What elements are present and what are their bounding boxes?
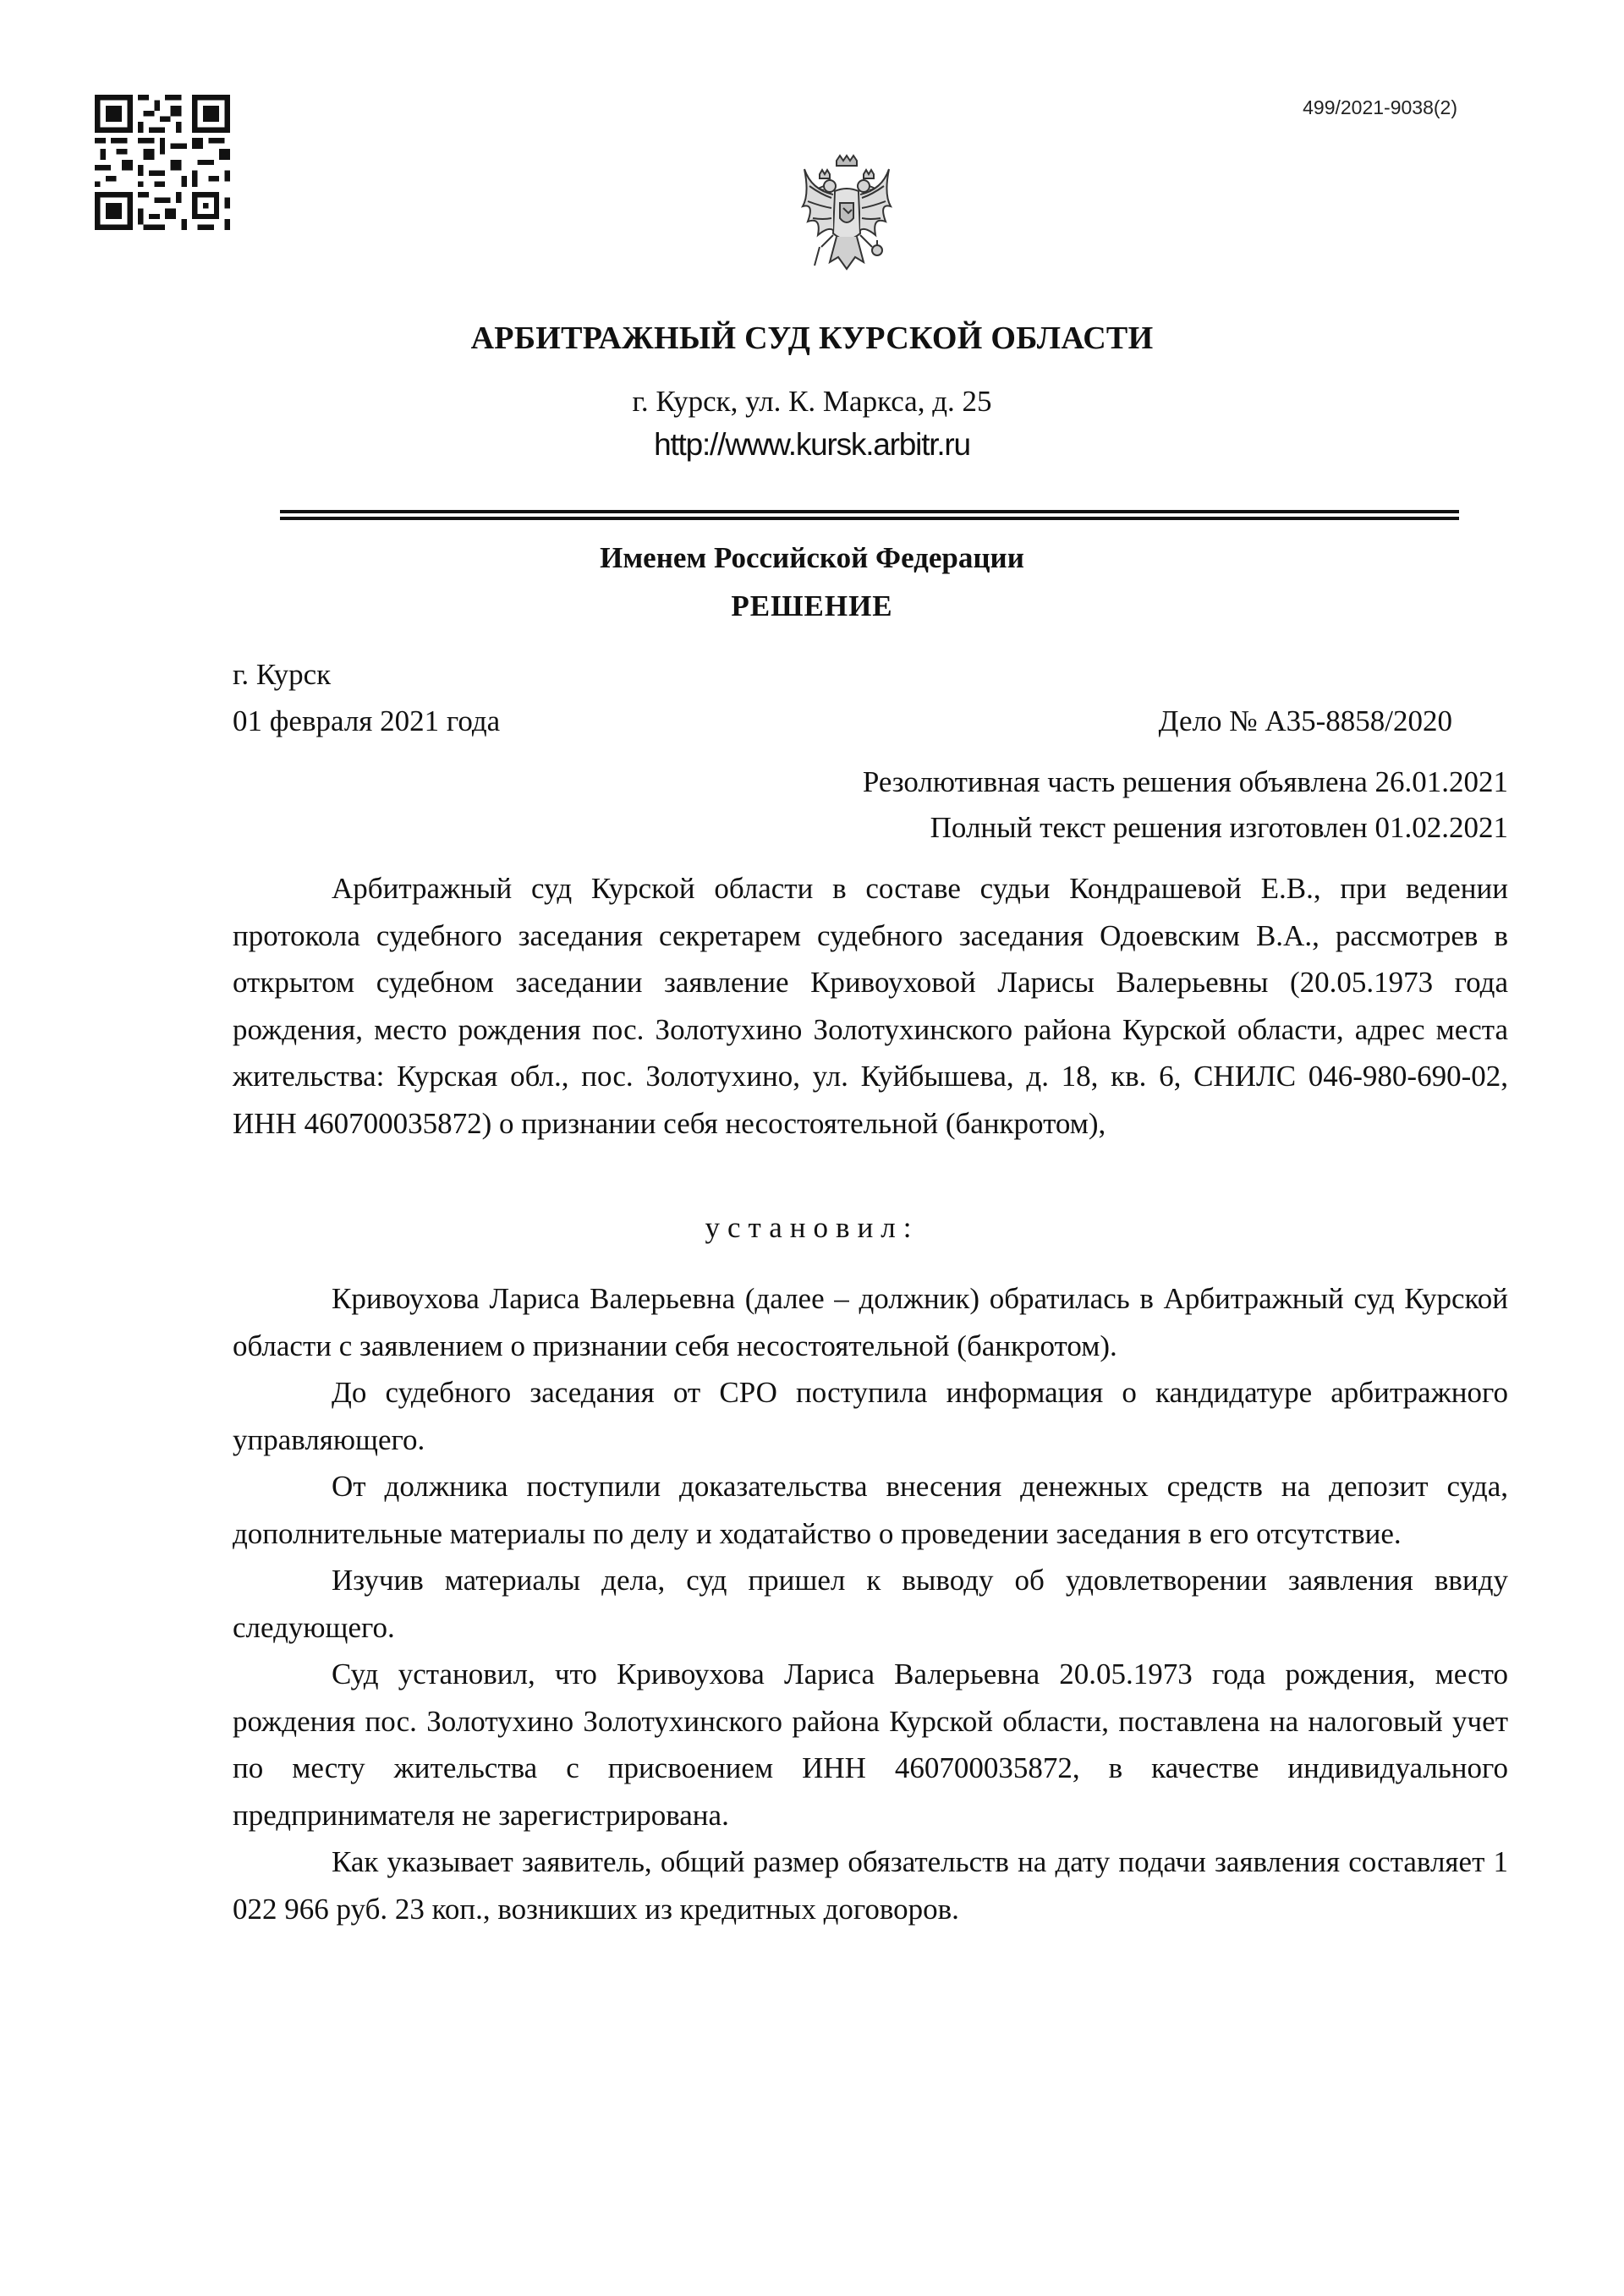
body-section bbox=[233, 1275, 1508, 1932]
case-number: Дело № А35-8858/2020 bbox=[1158, 704, 1452, 737]
body-paragraph: До судебного заседания от СРО поступила информация о кандидатуре арбитражного управляющего. bbox=[233, 1376, 1508, 1456]
intro-section bbox=[233, 865, 1508, 1147]
city: г. Курск bbox=[233, 658, 332, 691]
resolution-announced-line: Резолютивная часть решения объявлена 26.01.2021 bbox=[862, 765, 1508, 798]
header-divider bbox=[280, 510, 1459, 520]
qr-code-icon bbox=[95, 95, 230, 230]
name-of-federation-line: Именем Российской Федерации bbox=[600, 541, 1024, 574]
body-paragraph: Кривоухова Лариса Валерьевна (далее – должник) обратилась в Арбитражный суд Курской области с заявлением о признании себя несостоятельной (банкротом). bbox=[233, 1282, 1508, 1362]
decision-title: РЕШЕНИЕ bbox=[731, 589, 893, 622]
decision-date: 01 февраля 2021 года bbox=[233, 704, 501, 737]
intro-paragraph: Арбитражный суд Курской области в составе судьи Кондрашевой Е.В., при ведении протокола судебного заседания секретарем судебного заседания Одоевским В.А., рассмотрев в открытом судебном заседании заявление Кривоуховой Ларисы Валерьевны (20.05.1973 года рождения, место рождения пос. Золотухино Золотухинского района Курской области, адрес места жительства: Курская обл., пос. Золотухино, ул. Куйбышева, д. 18, кв. 6, СНИЛС 046-980-690-02, ИНН 460700035872) о признании себя несостоятельной (банкротом), bbox=[233, 872, 1508, 1140]
body-paragraph: Суд установил, что Кривоухова Лариса Валерьевна 20.05.1973 года рождения, место рождения пос. Золотухино Золотухинского района Курской области, поставлена на налоговый учет по месту жительства с присвоением ИНН 460700035872, в качестве индивидуального предпринимателя не зарегистрирована. bbox=[233, 1658, 1508, 1832]
document-number: 499/2021-9038(2) bbox=[1303, 96, 1457, 118]
body-paragraph: Изучив материалы дела, суд пришел к выводу об удовлетворении заявления ввиду следующего. bbox=[233, 1564, 1508, 1644]
full-text-made-line: Полный текст решения изготовлен 01.02.2021 bbox=[930, 811, 1508, 844]
coat-of-arms-icon bbox=[799, 152, 894, 288]
court-address: г. Курск, ул. К. Маркса, д. 25 bbox=[632, 385, 992, 418]
section-heading: установил: bbox=[705, 1211, 919, 1244]
body-paragraph: Как указывает заявитель, общий размер обязательств на дату подачи заявления составляет 1 022 966 руб. 23 коп., возникших из кредитных договоров. bbox=[233, 1845, 1508, 1926]
court-website-link[interactable]: http://www.kursk.arbitr.ru bbox=[654, 427, 970, 462]
body-paragraph: От должника поступили доказательства внесения денежных средств на депозит суда, дополнительные материалы по делу и ходатайство о проведении заседания в его отсутствие. bbox=[233, 1470, 1508, 1550]
court-name: АРБИТРАЖНЫЙ СУД КУРСКОЙ ОБЛАСТИ bbox=[470, 321, 1154, 356]
